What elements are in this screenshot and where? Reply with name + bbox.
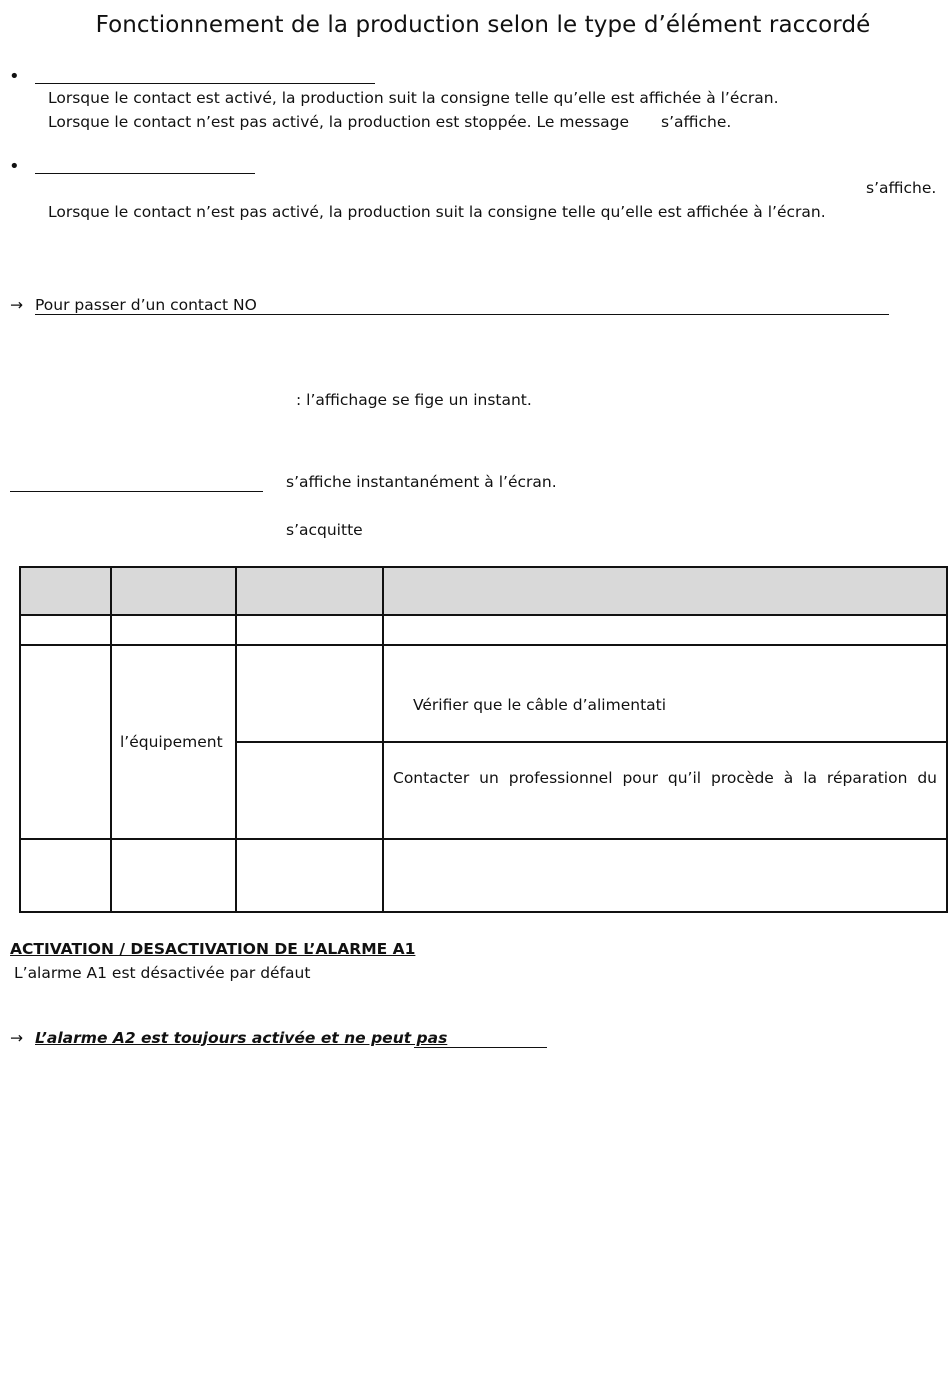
arrow-1-icon: →	[10, 296, 23, 314]
figure-note: : l’affichage se fige un instant.	[296, 391, 532, 409]
table-header-cell	[383, 567, 947, 615]
table-header-cell	[236, 567, 383, 615]
arrow-1-text: Pour passer d’un contact NO	[35, 296, 257, 314]
alarm-table	[19, 566, 948, 913]
table-cell	[20, 645, 111, 839]
blank-line-2	[35, 173, 255, 174]
arrow-1-underline	[35, 314, 889, 315]
bullet-2-right-text: s’affiche.	[866, 179, 937, 197]
ack-note: s’acquitte	[286, 521, 363, 539]
bullet-2-marker: •	[9, 156, 20, 177]
bullet-1-marker: •	[9, 66, 20, 87]
table-cell	[383, 645, 947, 742]
equipment-label: l’équipement	[120, 733, 223, 751]
blank-line-3	[10, 491, 263, 492]
table-cell	[111, 839, 236, 912]
display-note: s’affiche instantanément à l’écran.	[286, 473, 557, 491]
blank-line-1	[35, 83, 375, 84]
table-cell	[20, 839, 111, 912]
table-cell	[111, 615, 236, 645]
table-cell	[111, 645, 236, 839]
table-row	[20, 615, 947, 645]
table-row	[20, 839, 947, 912]
arrow-2-text: L’alarme A2 est toujours activée et ne peut pas	[35, 1029, 448, 1047]
table-cell	[236, 839, 383, 912]
bullet-1-line-2: Lorsque le contact n’est pas activé, la production est stoppée. Le message	[48, 113, 630, 131]
arrow-2-icon: →	[10, 1029, 23, 1047]
table-cell	[236, 645, 383, 742]
table-cell	[383, 615, 947, 645]
bullet-1-line-2-end: s’affiche.	[661, 113, 732, 131]
bullet-2-line-1: Lorsque le contact n’est pas activé, la production suit la consigne telle qu’elle est affichée à l’écran.	[48, 203, 826, 221]
table-header-row	[20, 567, 947, 615]
section-heading: ACTIVATION / DESACTIVATION DE L’ALARME A1	[10, 940, 416, 958]
table-header-cell	[20, 567, 111, 615]
page-title: Fonctionnement de la production selon le type d’élément raccordé	[95, 12, 871, 38]
table-cell	[20, 615, 111, 645]
section-text: L’alarme A1 est désactivée par défaut	[14, 964, 311, 982]
table-cell	[236, 615, 383, 645]
table-row	[20, 645, 947, 742]
bullet-1-line-1: Lorsque le contact est activé, la production suit la consigne telle qu’elle est affichée à l’écran.	[48, 89, 779, 107]
table-cell	[236, 742, 383, 839]
check-cable-text: Vérifier que le câble d’alimentati	[413, 695, 667, 714]
table-cell	[383, 742, 947, 839]
table-cell	[383, 839, 947, 912]
arrow-2-underline	[414, 1047, 547, 1048]
contact-professional-text: Contacter un professionnel pour qu’il procède à la réparation du	[393, 769, 937, 787]
table-header-cell	[111, 567, 236, 615]
